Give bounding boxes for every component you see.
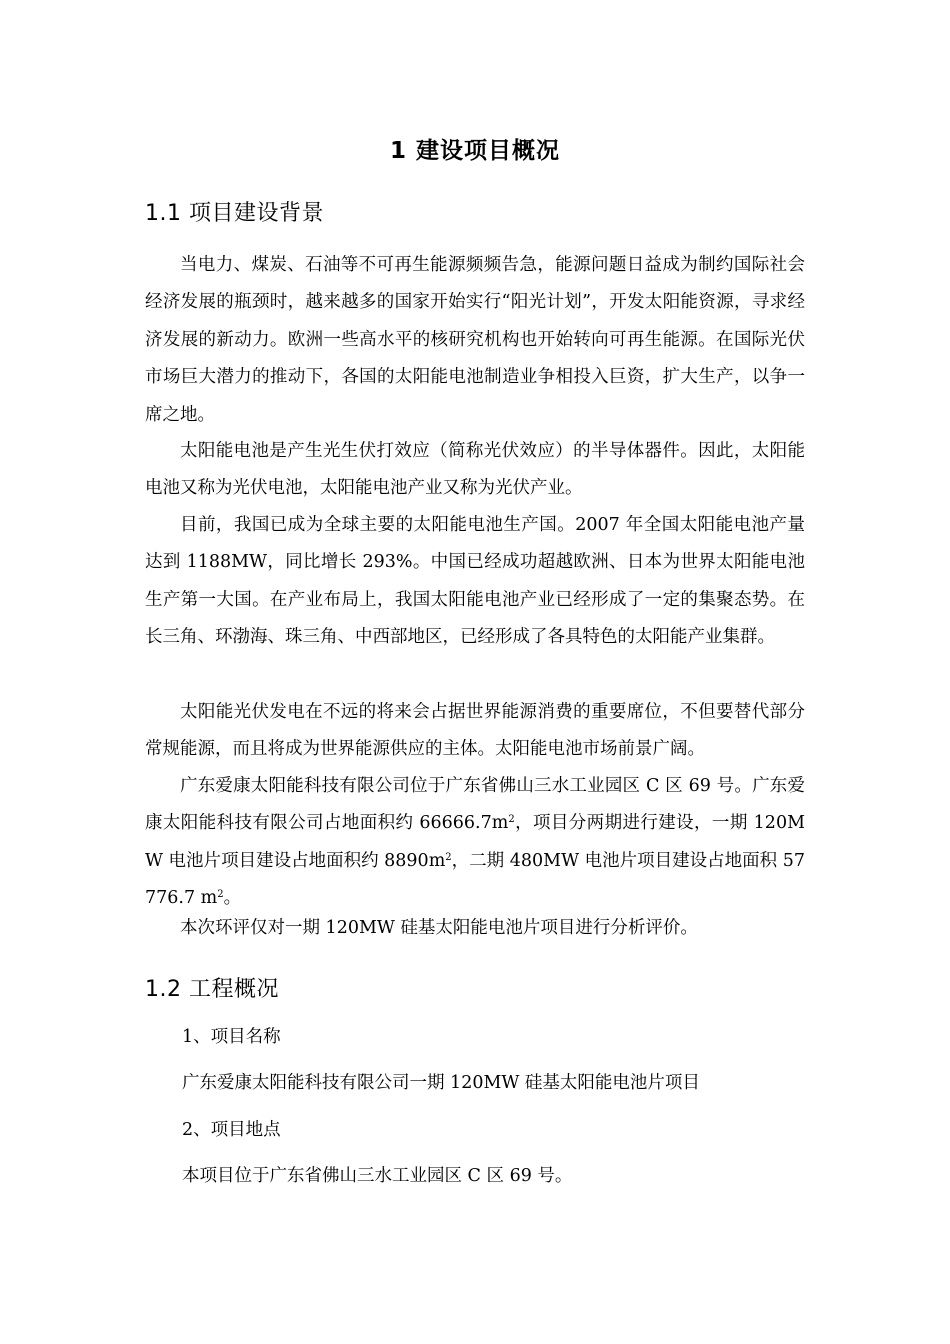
item-label-project-name: 1、项目名称 — [182, 1027, 281, 1047]
paragraph-background: 当电力、煤炭、石油等不可再生能源频频告急，能源问题日益成为制约国际社会经济发展的瓶颈时，越来越多的国家开始实行“阳光计划”，开发太阳能资源，寻求经济发展的新动力。欧洲一些高水平的核研究机构也开始转向可再生能源。在国际光伏市场巨大潜力的推动下，各国的太阳能电池制造业争相投入巨资，扩大生产，以争一席之地。 — [145, 255, 805, 425]
paragraph-company-site — [145, 768, 805, 918]
section-heading-1-1: 1.1 项目建设背景 — [145, 201, 324, 226]
paragraph-assessment-scope: 本次环评仅对一期 120MW 硅基太阳能电池片项目进行分析评价。 — [180, 918, 698, 938]
superscript-2: 2 — [217, 889, 224, 901]
paragraph-market-outlook: 太阳能光伏发电在不远的将来会占据世界能源消费的重要席位，不但要替代部分常规能源，而且将成为世界能源供应的主体。太阳能电池市场前景广阔。 — [145, 702, 805, 760]
section-heading-1-2: 1.2 工程概况 — [145, 977, 279, 1002]
superscript-2: 2 — [508, 814, 515, 826]
site-text-2: ，项目分两期进行建设，一期 120MW 电池片项目建设占地面积约 8890m — [145, 813, 805, 871]
item-label-project-location: 2、项目地点 — [182, 1120, 281, 1140]
paragraph-china-production: 目前，我国已成为全球主要的太阳能电池生产国。2007 年全国太阳能电池产量达到 1188MW，同比增长 293%。中国已经成功超越欧洲、日本为世界太阳能电池生产第一大国。在产业布局上，我国太阳能电池产业已经形成了一定的集聚态势。在长三角、环渤海、珠三角、中西部地区，已经形成了各具特色的太阳能产业集群。 — [145, 515, 805, 648]
site-text-1: 广东爱康太阳能科技有限公司位于广东省佛山三水工业园区 C 区 69 号。广东爱康太阳能科技有限公司占地面积约 66666.7m — [145, 776, 805, 834]
item-value-project-name: 广东爱康太阳能科技有限公司一期 120MW 硅基太阳能电池片项目 — [182, 1073, 700, 1093]
superscript-2: 2 — [445, 851, 452, 863]
paragraph-solar-cell-definition: 太阳能电池是产生光生伏打效应（简称光伏效应）的半导体器件。因此，太阳能电池又称为光伏电池，太阳能电池产业又称为光伏产业。 — [145, 441, 805, 499]
site-text-4: 。 — [223, 888, 242, 909]
site-text-3: ，二期 480MW 电池片项目建设占地面积 57776.7 m — [145, 850, 805, 909]
chapter-title: 1 建设项目概况 — [389, 138, 560, 164]
item-value-project-location: 本项目位于广东省佛山三水工业园区 C 区 69 号。 — [182, 1166, 573, 1186]
